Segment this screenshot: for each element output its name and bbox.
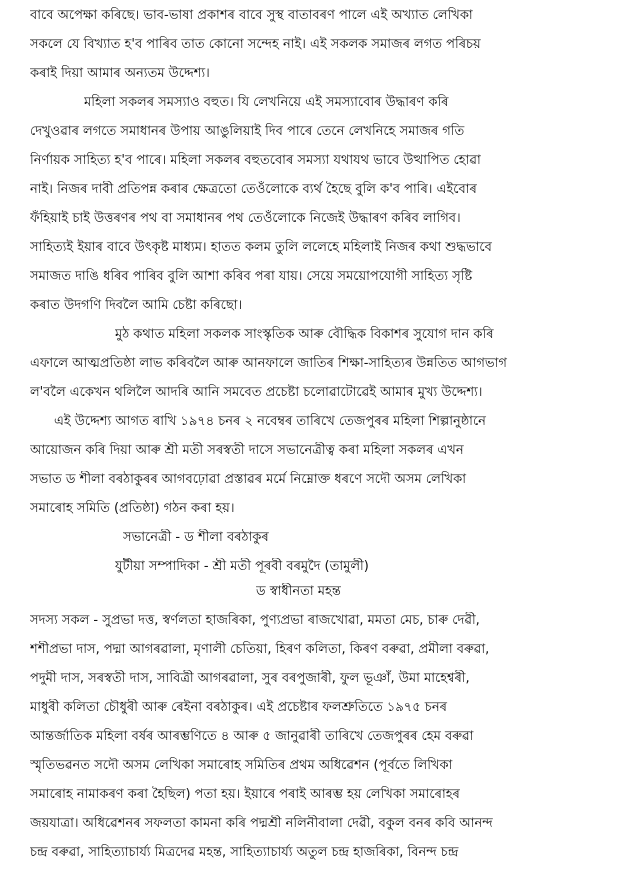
- paragraph-line: সভাত ড শীলা বৰঠাকুৰৰ আগবঢ়োৱা প্ৰস্তাৱৰ মৰ্মে নিম্নোক্ত ধৰণে সদৌ অসম লেখিকা: [30, 472, 466, 487]
- paragraph-line: নিৰ্ণায়ক সাহিত্য হ'ব পাৰে। মহিলা সকলৰ বহুতবোৰ সমস্যা যথাযথ ভাবে উত্থাপিত হোৱা: [30, 153, 481, 168]
- paragraph-line: কৰাই দিয়া আমাৰ অন্যতম উদ্দেশ্য।: [30, 66, 210, 81]
- paragraph-line: শশীপ্ৰভা দাস, পদ্মা আগৰৱালা, মৃণালী চেতিয়া, হিৰণ কলিতা, কিৰণ বৰুৱা, প্ৰমীলা বৰুৱা,: [30, 642, 490, 657]
- committee-joint-secretary: যুটীয়া সম্পাদিকা - শ্ৰী মতী পূৰবী বৰমুদৈ (তামুলী): [115, 559, 369, 574]
- paragraph-line: ফঁহিয়াই চাই উত্তৰণৰ পথ বা সমাধানৰ পথ তেওঁলোকে নিজেই উদ্ধাৰণ কৰিব লাগিব।: [30, 211, 461, 226]
- paragraph-line: স্মৃতিভৱনত সদৌ অসম লেখিকা সমাৰোহ সমিতিৰ প্ৰথম অধিৱেশন (পূৰ্বতে লিখিকা: [30, 758, 453, 773]
- paragraph-line: সমাৰোহ সমিতি (প্ৰতিষ্ঠা) গঠন কৰা হয়।: [30, 501, 235, 516]
- paragraph-line: কৰাত উদগণি দিবলৈ আমি চেষ্টা কৰিছো।: [30, 298, 243, 313]
- paragraph-line: সমাৰোহ নামাকৰণ কৰা হৈছিল) পতা হয়। ইয়াৰে পৰাই আৰম্ভ হয় লেখিকা সমাৰোহৰ: [30, 787, 460, 802]
- paragraph-line: পদুমী দাস, সৰস্বতী দাস, সাবিত্ৰী আগৰৱালা, সুৰ বৰপুজাৰী, ফুল ভূঞাঁ, উমা মাহেশ্বৰী,: [30, 671, 470, 686]
- committee-joint-secretary-2: ড স্বাধীনতা মহন্ত: [256, 584, 341, 599]
- paragraph-line: মহিলা সকলৰ সমস্যাও বহুত। যি লেখনিয়ে এই সমস্যাবোৰ উদ্ধাৰণ কৰি: [84, 95, 449, 110]
- paragraph-line: এই উদ্দেশ্য আগত ৰাখি ১৯৭৪ চনৰ ২ নবেম্বৰ তাৰিখে তেজপুৰৰ মহিলা শিল্পানুষ্ঠানে: [54, 414, 486, 429]
- paragraph-line: চন্দ্ৰ বৰুৱা, সাহিত্যাচাৰ্য্য মিত্ৰদেৱ মহন্ত, সাহিত্যাচাৰ্য্য অতুল চন্দ্ৰ হাজৰিকা, বিনন্দ চন্দ্ৰ: [30, 845, 459, 860]
- paragraph-line: আন্তৰ্জাতিক মহিলা বৰ্ষৰ আৰম্ভণিতে ৪ আৰু ৫ জানুৱাৰী তাৰিখে তেজপুৰৰ হেম বৰুৱা: [30, 729, 474, 744]
- paragraph-line: মুঠ কথাত মহিলা সকলক সাংস্কৃতিক আৰু বৌদ্ধিক বিকাশৰ সুযোগ দান কৰি: [115, 327, 494, 342]
- paragraph-line: এফালে আত্মপ্ৰতিষ্ঠা লাভ কৰিবলৈ আৰু আনফালে জাতিৰ শিক্ষা-সাহিত্যৰ উন্নতিত আগভাগ: [30, 356, 507, 371]
- paragraph-line: সকলে যে বিখ্যাত হ'ব পাৰিব তাত কোনো সন্দেহ নাই। এই সকলক সমাজৰ লগত পৰিচয়: [30, 37, 481, 52]
- paragraph-line: বাবে অপেক্ষা কৰিছে। ভাব-ভাষা প্ৰকাশৰ বাবে সুস্থ বাতাবৰণ পালে এই অখ্যাত লেখিকা: [30, 8, 473, 23]
- paragraph-line: সাহিত্যই ইয়াৰ বাবে উৎকৃষ্ট মাধ্যম। হাতত কলম তুলি ললেহে মহিলাই নিজৰ কথা শুদ্ধভাবে: [30, 240, 492, 255]
- paragraph-line: দেখুওৱাৰ লগতে সমাধানৰ উপায় আঙুলিয়াই দিব পাৰে তেনে লেখনিহে সমাজৰ গতি: [30, 124, 465, 139]
- committee-president: সভানেত্ৰী - ড শীলা বৰঠাকুৰ: [123, 530, 269, 545]
- paragraph-line: সমাজত দাঙি ধৰিব পাৰিব বুলি আশা কৰিব পৰা যায়। সেয়ে সময়োপযোগী সাহিত্য সৃষ্টি: [30, 269, 473, 284]
- paragraph-line: আয়োজন কৰি দিয়া আৰু শ্ৰী মতী সৰস্বতী দাসে সভানেত্ৰীত্ব কৰা মহিলা সকলৰ এখন: [30, 443, 464, 458]
- paragraph-line: মাধুৰী কলিতা চৌধুৰী আৰু ৰেইনা বৰঠাকুৰ। এই প্ৰচেষ্টাৰ ফলশ্ৰুতিতে ১৯৭৫ চনৰ: [30, 700, 447, 715]
- paragraph-line: সদস্য সকল - সুপ্ৰভা দত্ত, স্বৰ্ণলতা হাজৰিকা, পুণ্যপ্ৰভা ৰাজখোৱা, মমতা মেচ, চাৰু দেৱী,: [30, 613, 480, 628]
- paragraph-line: ল'বলৈ একেখন থলিলৈ আদৰি আনি সমবেত প্ৰচেষ্টা চলোৱাটোৱেই আমাৰ মুখ্য উদ্দেশ্য।: [30, 385, 483, 400]
- paragraph-line: জয়যাত্ৰা। অধিৱেশনৰ সফলতা কামনা কৰি পদ্মশ্ৰী নলিনীবালা দেৱী, বকুল বনৰ কবি আনন্দ: [30, 816, 493, 831]
- paragraph-line: নাই। নিজৰ দাবী প্ৰতিপন্ন কৰাৰ ক্ষেত্ৰতো তেওঁলোকে ব্যৰ্থ হৈছে বুলি ক'ব পাৰি। এইবোৰ: [30, 182, 477, 197]
